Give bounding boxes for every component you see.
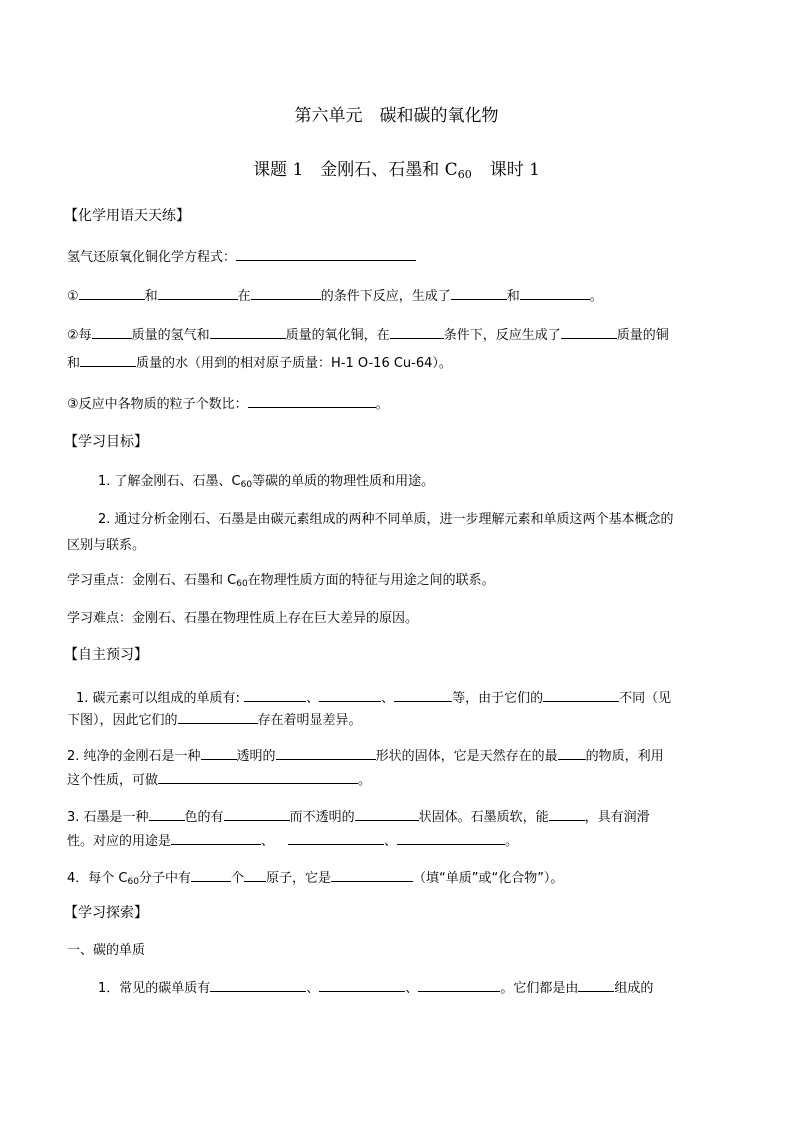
blank[interactable] — [418, 977, 500, 992]
blank[interactable] — [319, 977, 405, 992]
blank[interactable] — [79, 285, 145, 300]
text-fragment: 这个性质，可做 — [67, 773, 159, 788]
text-fragment: 等碳的单质的物理性质和用途。 — [252, 474, 435, 489]
daily-q2-line1 — [67, 324, 669, 346]
blank[interactable] — [149, 806, 185, 821]
equation-blank[interactable] — [236, 246, 416, 261]
blank[interactable] — [288, 830, 384, 845]
text-fragment: 1. 碳元素可以组成的单质有: — [76, 691, 245, 706]
text-fragment: 分子中有 — [138, 871, 191, 886]
blank[interactable] — [210, 324, 286, 339]
explore-heading: 一、碳的单质 — [67, 943, 146, 958]
preview-1-line2 — [67, 709, 362, 731]
section-daily-practice: 【化学用语天天练】 — [64, 208, 190, 224]
text-fragment: 形状的固体，它是天然存在的最 — [375, 749, 558, 764]
blank[interactable] — [549, 806, 585, 821]
text-fragment: 和 — [506, 289, 520, 304]
blank[interactable] — [390, 324, 444, 339]
text-fragment: 60 — [236, 579, 248, 589]
blank[interactable] — [244, 867, 266, 882]
blank[interactable] — [331, 867, 413, 882]
text-fragment: 氢气还原氧化铜化学方程式： — [67, 250, 237, 265]
text-fragment: 、 — [405, 981, 419, 996]
preview-3-line2 — [67, 830, 518, 852]
blank[interactable] — [520, 285, 590, 300]
daily-q1 — [67, 285, 603, 307]
text-fragment: 60 — [457, 168, 472, 181]
text-fragment: 和 — [144, 289, 158, 304]
blank[interactable] — [158, 285, 238, 300]
text-fragment: 。 — [505, 834, 519, 849]
lesson-title — [0, 160, 793, 185]
blank[interactable] — [578, 977, 614, 992]
blank[interactable] — [92, 324, 132, 339]
blank[interactable] — [397, 830, 505, 845]
text-fragment: 、 — [381, 691, 395, 706]
section-self-preview: 【自主预习】 — [64, 647, 148, 663]
text-fragment: 在 — [237, 289, 251, 304]
blank[interactable] — [355, 806, 419, 821]
text-fragment: 原子，它是 — [265, 871, 331, 886]
section-learning-goals: 【学习目标】 — [64, 434, 148, 450]
text-fragment: 组成的 — [614, 981, 654, 996]
unit-title: 第六单元 碳和碳的氧化物 — [294, 106, 499, 126]
text-fragment: ③反应中各物质的粒子个数比： — [67, 397, 248, 412]
blank[interactable] — [558, 745, 586, 760]
explore-1 — [98, 977, 653, 999]
daily-q2-line2 — [67, 352, 452, 374]
text-fragment: 而不透明的 — [289, 810, 355, 825]
blank[interactable] — [244, 687, 306, 702]
text-fragment: 课题 1 金刚石、石墨和 C — [253, 160, 458, 180]
goal-2-line2: 区别与联系。 — [67, 538, 146, 553]
blank[interactable] — [210, 977, 306, 992]
blank[interactable] — [201, 745, 237, 760]
text-fragment: 条件下，反应生成了 — [443, 328, 561, 343]
text-fragment: 3. 石墨是一种 — [67, 810, 149, 825]
preview-3-line1 — [67, 806, 650, 828]
text-fragment: 和 — [67, 356, 81, 371]
blank[interactable] — [561, 324, 617, 339]
text-fragment: 、 — [306, 981, 320, 996]
blank[interactable] — [394, 687, 452, 702]
text-fragment: （填“单质”或“化合物”）。 — [412, 871, 564, 886]
text-fragment: 在物理性质方面的特征与用途之间的联系。 — [247, 573, 495, 588]
text-fragment: 的条件下反应，生成了 — [320, 289, 451, 304]
difficulty-point: 学习难点：金刚石、石墨在物理性质上存在巨大差异的原因。 — [67, 611, 419, 626]
text-fragment: 质量的水（用到的相对原子质量：H-1 O-16 Cu-64）。 — [136, 356, 452, 371]
text-fragment: 不同（见 — [619, 691, 672, 706]
text-fragment: 。 — [358, 773, 372, 788]
blank[interactable] — [171, 830, 261, 845]
goal-2-line1: 2. 通过分析金刚石、石墨是由碳元素组成的两种不同单质，进一步理解元素和单质这两个基本概念的 — [98, 512, 674, 527]
blank[interactable] — [451, 285, 507, 300]
preview-2-line2 — [67, 769, 371, 791]
text-fragment: 等，由于它们的 — [452, 691, 544, 706]
text-fragment: 存在着明显差异。 — [257, 713, 362, 728]
text-fragment: ②每 — [67, 328, 92, 343]
text-fragment: 、 — [384, 834, 398, 849]
blank[interactable] — [543, 687, 619, 702]
text-fragment: 、 — [306, 691, 320, 706]
text-fragment: 2. 纯净的金刚石是一种 — [67, 749, 201, 764]
text-fragment: 1. 了解金刚石、石墨、C — [98, 474, 241, 489]
daily-q3 — [67, 393, 389, 415]
text-fragment: 质量的铜 — [616, 328, 669, 343]
text-fragment: 色的有 — [184, 810, 224, 825]
text-fragment: 。 — [589, 289, 603, 304]
blank[interactable] — [319, 687, 381, 702]
text-fragment: 性。对应的用途是 — [67, 834, 172, 849]
preview-4 — [67, 867, 563, 892]
section-exploration: 【学习探索】 — [64, 905, 148, 921]
blank[interactable] — [251, 285, 321, 300]
text-fragment: ① — [67, 289, 79, 304]
text-fragment: 。它们都是由 — [500, 981, 579, 996]
blank[interactable] — [224, 806, 290, 821]
blank[interactable] — [178, 709, 258, 724]
text-fragment: 1．常见的碳单质有 — [98, 981, 211, 996]
preview-1-line1 — [76, 687, 671, 709]
text-fragment: 透明的 — [236, 749, 276, 764]
text-fragment: 质量的氢气和 — [131, 328, 210, 343]
text-fragment: 学习重点：金刚石、石墨和 C — [67, 573, 237, 588]
blank[interactable] — [276, 745, 376, 760]
text-fragment: 的物质，利用 — [585, 749, 664, 764]
equation-prompt — [67, 246, 416, 268]
goal-1 — [98, 472, 434, 495]
text-fragment: 状固体。石墨质软，能 — [418, 810, 549, 825]
preview-2-line1 — [67, 745, 664, 767]
text-fragment: 下图），因此它们的 — [67, 713, 178, 728]
text-fragment: 60 — [240, 480, 253, 490]
text-fragment: 60 — [127, 877, 139, 887]
text-fragment: 质量的氧化铜，在 — [285, 328, 390, 343]
text-fragment: 。 — [375, 397, 389, 412]
blank[interactable] — [80, 352, 136, 367]
text-fragment: 个 — [230, 871, 244, 886]
text-fragment: 课时 1 — [489, 160, 540, 180]
text-fragment: 4．每个 C — [67, 871, 128, 886]
text-fragment: 、 — [261, 834, 275, 849]
blank[interactable] — [191, 867, 231, 882]
text-fragment: ，具有润滑 — [584, 810, 650, 825]
key-point — [67, 571, 495, 594]
blank[interactable] — [158, 769, 358, 784]
blank[interactable] — [248, 393, 376, 408]
